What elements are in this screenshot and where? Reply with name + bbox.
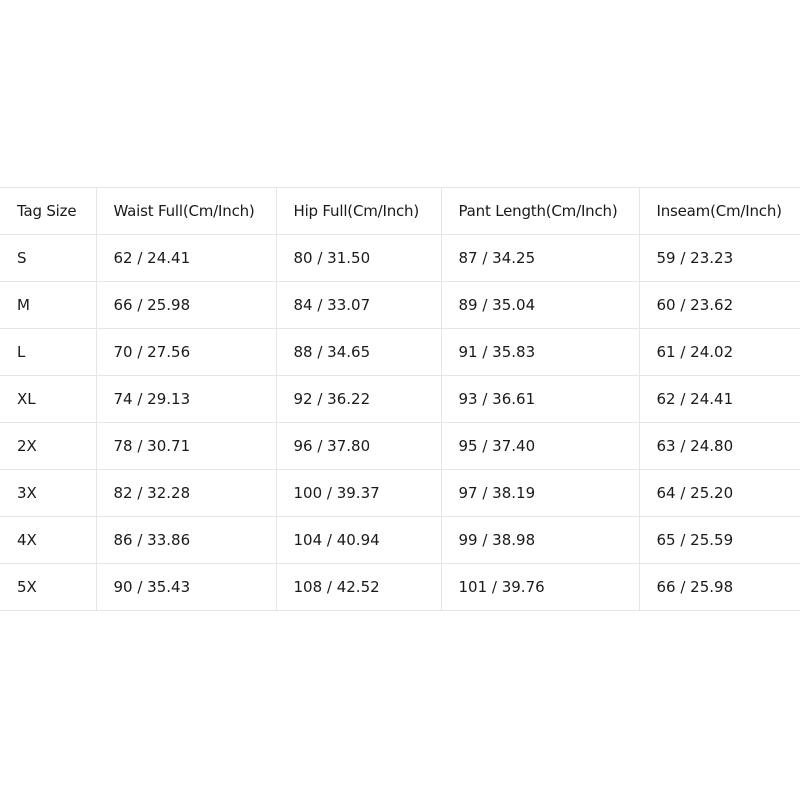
cell-inseam: 62 / 24.41 (639, 376, 800, 423)
table-row (0, 423, 800, 470)
table-row (0, 564, 800, 611)
table-row (0, 376, 800, 423)
cell-pant-length: 89 / 35.04 (441, 282, 639, 329)
cell-hip-full: 88 / 34.65 (276, 329, 441, 376)
cell-tag-size: 2X (0, 423, 96, 470)
cell-pant-length: 93 / 36.61 (441, 376, 639, 423)
cell-hip-full: 96 / 37.80 (276, 423, 441, 470)
cell-pant-length: 97 / 38.19 (441, 470, 639, 517)
cell-inseam: 63 / 24.80 (639, 423, 800, 470)
cell-tag-size: L (0, 329, 96, 376)
table-row (0, 470, 800, 517)
table-row (0, 329, 800, 376)
cell-hip-full: 84 / 33.07 (276, 282, 441, 329)
table-header-row (0, 188, 800, 235)
table-row (0, 517, 800, 564)
cell-pant-length: 87 / 34.25 (441, 235, 639, 282)
cell-inseam: 66 / 25.98 (639, 564, 800, 611)
cell-hip-full: 108 / 42.52 (276, 564, 441, 611)
cell-hip-full: 92 / 36.22 (276, 376, 441, 423)
cell-waist-full: 74 / 29.13 (96, 376, 276, 423)
cell-waist-full: 78 / 30.71 (96, 423, 276, 470)
cell-inseam: 61 / 24.02 (639, 329, 800, 376)
cell-inseam: 64 / 25.20 (639, 470, 800, 517)
cell-waist-full: 90 / 35.43 (96, 564, 276, 611)
cell-pant-length: 101 / 39.76 (441, 564, 639, 611)
cell-waist-full: 62 / 24.41 (96, 235, 276, 282)
cell-hip-full: 104 / 40.94 (276, 517, 441, 564)
header-waist-full: Waist Full(Cm/Inch) (96, 188, 276, 235)
cell-inseam: 60 / 23.62 (639, 282, 800, 329)
table-row (0, 282, 800, 329)
cell-waist-full: 70 / 27.56 (96, 329, 276, 376)
header-pant-length: Pant Length(Cm/Inch) (441, 188, 639, 235)
cell-tag-size: S (0, 235, 96, 282)
size-chart-table (0, 187, 800, 611)
header-tag-size: Tag Size (0, 188, 96, 235)
table-row (0, 235, 800, 282)
cell-hip-full: 80 / 31.50 (276, 235, 441, 282)
cell-waist-full: 86 / 33.86 (96, 517, 276, 564)
cell-pant-length: 99 / 38.98 (441, 517, 639, 564)
cell-tag-size: XL (0, 376, 96, 423)
cell-tag-size: 3X (0, 470, 96, 517)
cell-tag-size: 5X (0, 564, 96, 611)
cell-inseam: 59 / 23.23 (639, 235, 800, 282)
cell-pant-length: 91 / 35.83 (441, 329, 639, 376)
cell-waist-full: 82 / 32.28 (96, 470, 276, 517)
cell-inseam: 65 / 25.59 (639, 517, 800, 564)
cell-waist-full: 66 / 25.98 (96, 282, 276, 329)
header-hip-full: Hip Full(Cm/Inch) (276, 188, 441, 235)
header-inseam: Inseam(Cm/Inch) (639, 188, 800, 235)
cell-hip-full: 100 / 39.37 (276, 470, 441, 517)
cell-tag-size: M (0, 282, 96, 329)
cell-pant-length: 95 / 37.40 (441, 423, 639, 470)
cell-tag-size: 4X (0, 517, 96, 564)
